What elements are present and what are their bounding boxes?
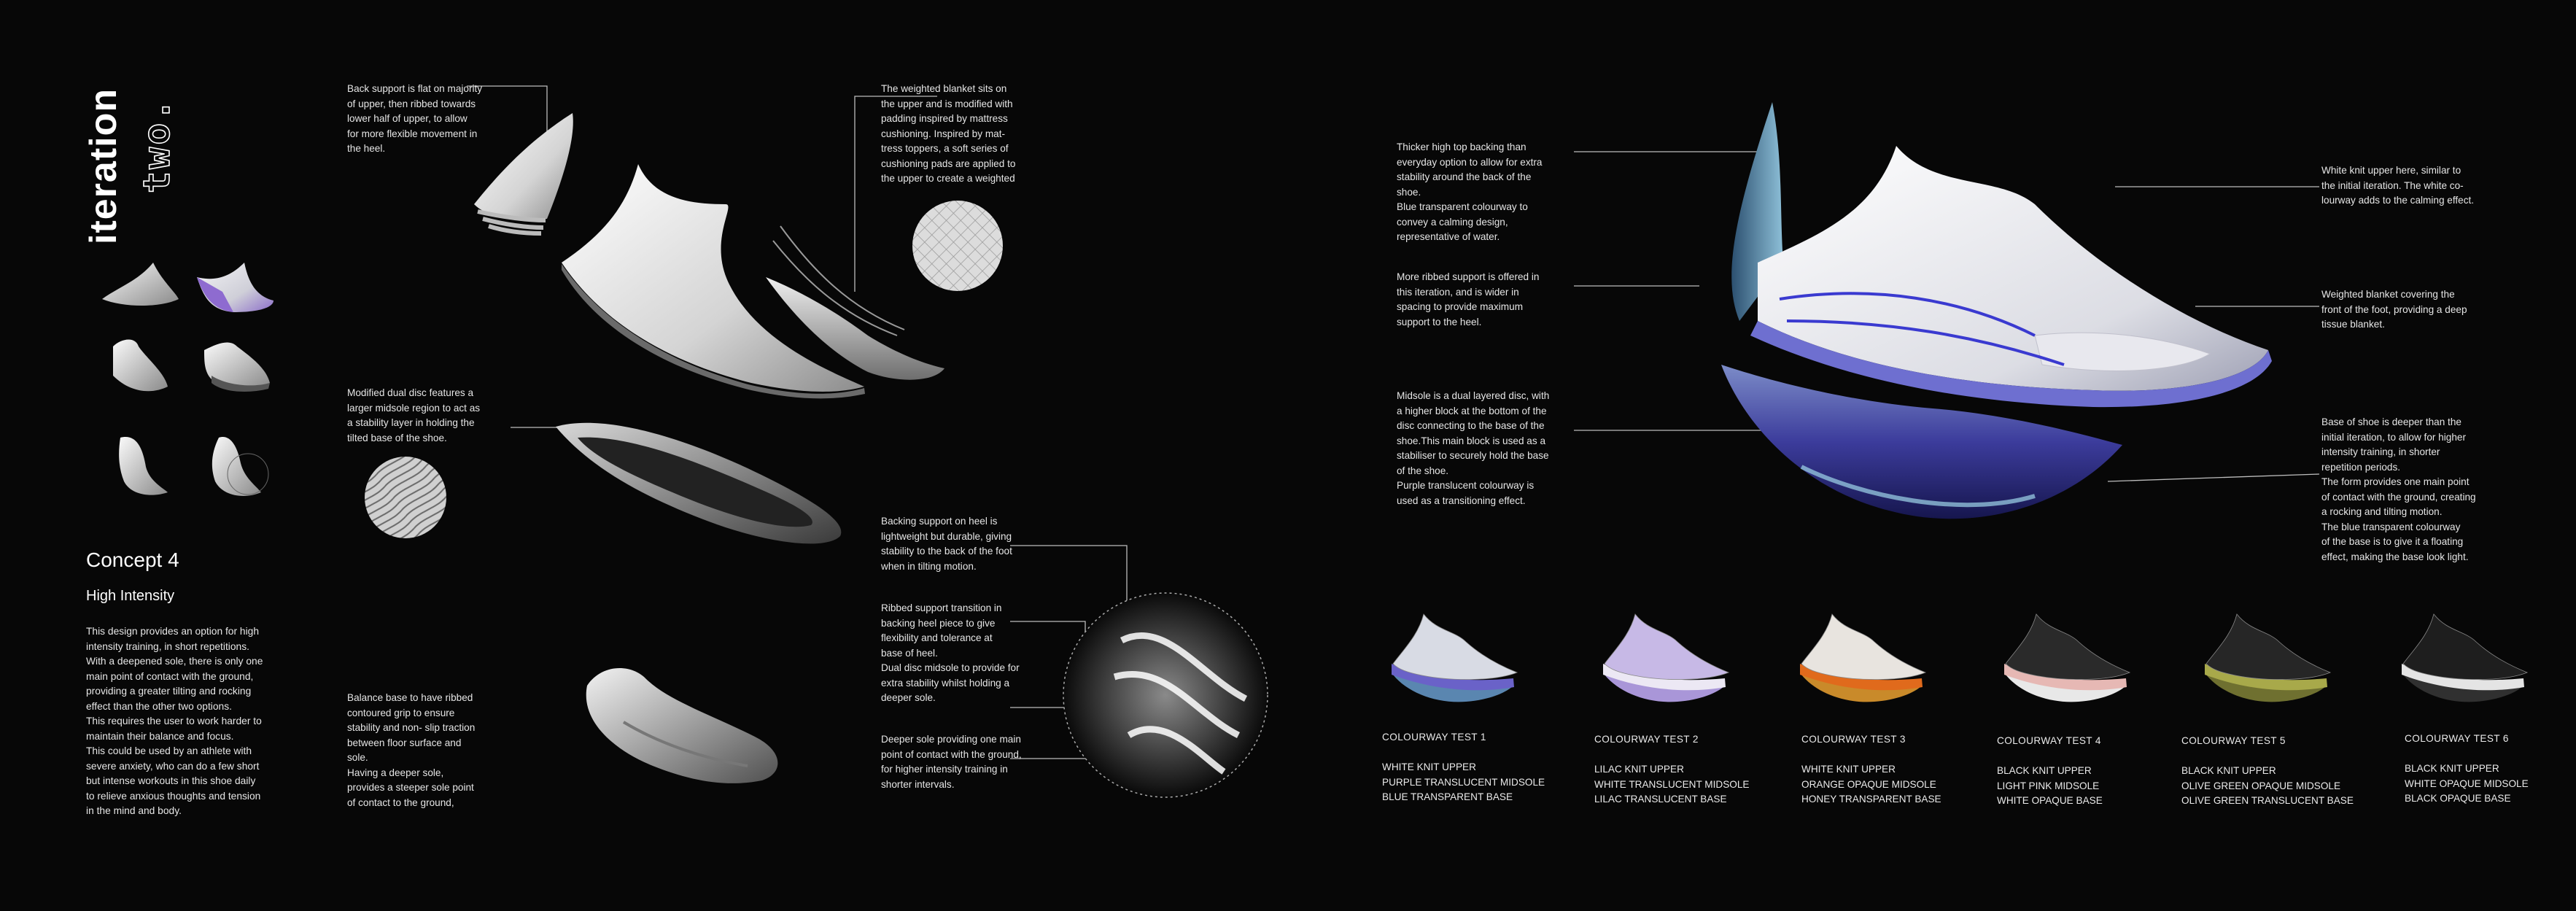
ribbed-back-support (474, 113, 573, 233)
colourway-4-spec: BLACK KNIT UPPER LIGHT PINK MIDSOLE WHITE OPAQUE BASE (1997, 765, 2103, 806)
annotation-midsole: Midsole is a dual layered disc, with a higher block at the bottom of the disc connecting to the base of the shoe.This main block is used as a stabiliser to securely hold the base of the shoe. Purple translucent colourway is used as a transitioning effect. (1397, 390, 1550, 506)
thumb-5 (119, 437, 168, 495)
annotation-back-support: Back support is flat on majority of upper, then ribbed towards lower half of upper, to allow for more flexible movement in the heel. (347, 83, 483, 154)
colourway-2-shoe (1590, 605, 1736, 708)
colourway-5-shoe (2192, 605, 2338, 708)
thumb-4 (204, 343, 270, 392)
annotation-ribbed-support: More ribbed support is offered in this iteration, and is wider in spacing to provide maximum support to the heel. (1397, 271, 1540, 327)
hero-shoe-render (1656, 102, 2290, 540)
annotation-backing-support: Backing support on heel is lightweight but durable, giving stability to the back of the foot when in tilting motion. (881, 516, 1012, 572)
concept-heading: Concept 4 (86, 548, 179, 571)
colourway-6-spec: BLACK KNIT UPPER WHITE OPAQUE MIDSOLE BLACK OPAQUE BASE (2405, 763, 2529, 804)
colourway-1-shoe (1378, 605, 1524, 708)
iteration-thumbnails (95, 248, 292, 518)
colourway-5-spec: BLACK KNIT UPPER OLIVE GREEN OPAQUE MIDSOLE OLIVE GREEN TRANSLUCENT BASE (2181, 765, 2354, 806)
iteration-number: two. (136, 96, 178, 193)
colourway-3-spec: WHITE KNIT UPPER ORANGE OPAQUE MIDSOLE HONEY TRANSPARENT BASE (1801, 764, 1941, 805)
colourway-2-title: COLOURWAY TEST 2 (1594, 734, 1699, 745)
quilted-cushion-detail (910, 198, 1005, 293)
disc-texture-detail (362, 454, 449, 541)
annotation-weighted-blanket: The weighted blanket sits on the upper and is modified with padding inspired by mattress cushioning. Inspired by mat- tress toppers, a soft series of cushioning pads are applied to the upper to create a weighted (881, 83, 1016, 184)
annotation-weighted-front: Weighted blanket covering the front of the foot, providing a deep tissue blanket. (2321, 289, 2467, 330)
thumb-1 (102, 263, 179, 306)
annotation-dual-disc: Modified dual disc features a larger midsole region to act as a stability layer in holding the tilted base of the shoe. (347, 387, 481, 443)
colourway-6-shoe (2389, 605, 2534, 708)
annotation-deeper-sole: Deeper sole providing one main point of contact with the ground, for higher intensity training in shorter intervals. (881, 734, 1022, 790)
colourway-1-spec: WHITE KNIT UPPER PURPLE TRANSLUCENT MIDSOLE BLUE TRANSPARENT BASE (1382, 761, 1545, 802)
iteration-title: iteration (82, 88, 125, 244)
thumb-2 (197, 263, 273, 312)
upper-shell (562, 164, 865, 398)
thumb-6 (212, 437, 268, 496)
annotation-ribbed-transition: Ribbed support transition in backing heel piece to give flexibility and tolerance at base of heel. Dual disc midsole to provide for extra stability whilst holding a deeper sole. (881, 602, 1020, 703)
concept-description: This design provides an option for high intensity training, in short repetitions. With a deepened sole, there is only one main point of contact with the ground, providing a greater tilting and rocking effect than the other two options. This requires the user to work harder to maintain their balance and focus. This could be used by an athlete with severe anxiety, who can do a few short but intense workouts in this shoe daily to relieve anxious thoughts and tension in the mind and body. (86, 626, 263, 816)
colourway-4-shoe (1991, 605, 2137, 708)
annotation-base-deeper: Base of shoe is deeper than the initial iteration, to allow for higher intensity training, in shorter repetition periods. The form provides one main point of contact with the ground, creating a rocking and tilting motion. The blue transparent colourway of the base is to give it a floating effect, making the base look light. (2321, 416, 2476, 562)
annotation-white-knit: White knit upper here, similar to the initial iteration. The white co- lourway adds to the calming effect. (2321, 165, 2475, 206)
colourway-1-title: COLOURWAY TEST 1 (1382, 732, 1486, 743)
dual-disc-illustration (548, 412, 855, 558)
colourway-6-title: COLOURWAY TEST 6 (2405, 733, 2509, 744)
thumb-3 (113, 340, 168, 392)
colourway-2-spec: LILAC KNIT UPPER WHITE TRANSLUCENT MIDSOLE LILAC TRANSLUCENT BASE (1594, 764, 1750, 805)
colourway-3-shoe (1787, 605, 1933, 708)
annotation-balance-base: Balance base to have ribbed contoured grip to ensure stability and non- slip traction between floor surface and sole. Having a deeper sole, provides a steeper sole point of contact to the ground, (347, 692, 476, 808)
concept-subheading: High Intensity (86, 588, 175, 604)
colourway-5-title: COLOURWAY TEST 5 (2181, 735, 2286, 746)
annotation-thicker-top: Thicker high top backing than everyday option to allow for extra stability around the back of the shoe. Blue transparent colourway to convey a calming design, representative of water. (1397, 142, 1543, 242)
colourway-4-title: COLOURWAY TEST 4 (1997, 735, 2101, 746)
colourway-3-title: COLOURWAY TEST 3 (1801, 734, 1906, 745)
balance-base-illustration (580, 656, 791, 795)
heel-detail-circle (1056, 589, 1275, 801)
